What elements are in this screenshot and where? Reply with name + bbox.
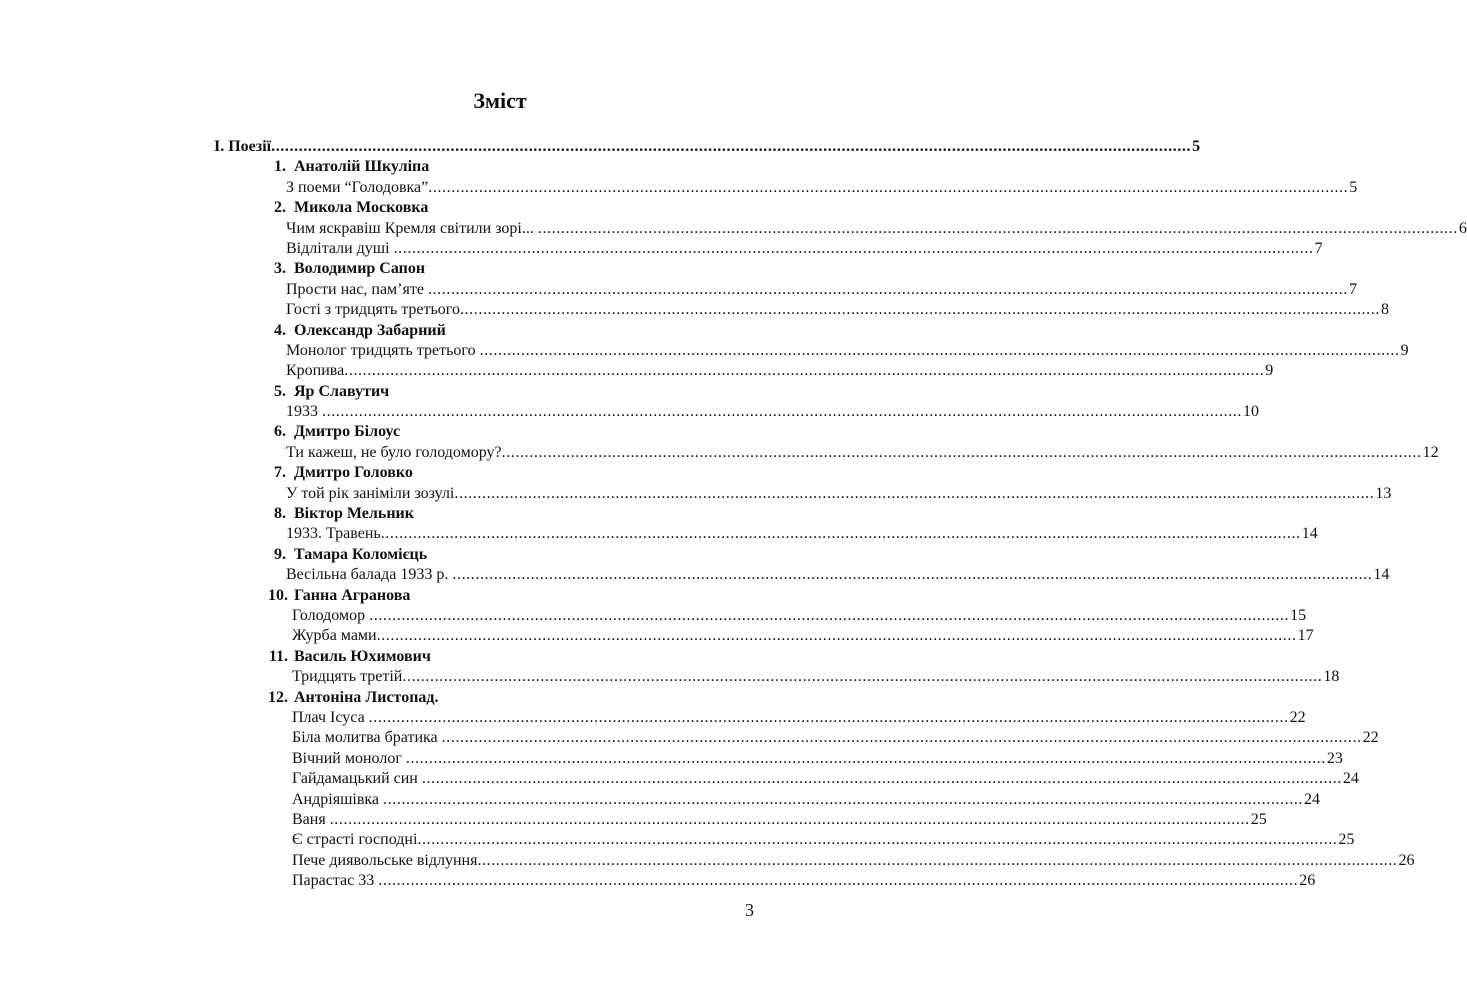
toc-page-number: 18 [1323, 668, 1340, 686]
toc-page-number: 7 [1314, 239, 1323, 257]
toc-author-number: 10. [268, 586, 288, 604]
dot-leader: ........................................................................................................................................................................................................ [344, 362, 1265, 380]
toc-author [214, 382, 727, 402]
toc-entry-title: Гайдамацький син [292, 770, 422, 788]
toc-entry-title: Пече диявольське відлуння [292, 851, 478, 869]
toc-entry-title: Микола Московка [294, 199, 429, 217]
dot-leader: ........................................................................................................................................................................................................ [329, 810, 1250, 828]
toc-entry-title: Антоніна Листопад. [294, 688, 439, 706]
toc-entry-title: Дмитро Білоус [294, 423, 401, 441]
toc-page-number: 12 [1422, 443, 1439, 461]
dot-leader: ........................................................................................................................................................................................................ [368, 708, 1289, 726]
toc-author-number: 2. [274, 199, 286, 217]
toc-entry [214, 219, 1467, 239]
toc-entry-title: Ганна Агранова [294, 586, 411, 604]
toc-entry-title: Ваня [292, 810, 330, 828]
page-number: 3 [745, 900, 754, 920]
toc-entry [214, 810, 1267, 830]
toc-entry-title: Кропива [286, 362, 345, 380]
dot-leader: ........................................................................................................................................................................................................ [380, 525, 1301, 543]
toc-author [214, 463, 727, 483]
dot-leader: ........................................................................................................................................................................................................ [428, 178, 1349, 196]
toc-author [214, 647, 727, 667]
toc-entry [214, 606, 1307, 626]
toc-page-number: 5 [1192, 138, 1201, 155]
toc-author-number: 9. [274, 545, 286, 563]
toc-author-number: 3. [274, 260, 286, 278]
toc-author [214, 586, 727, 606]
dot-leader: ........................................................................................................................................................................................................ [271, 138, 1192, 155]
toc-page-number: 23 [1326, 749, 1343, 767]
toc-author-number: 6. [274, 423, 286, 441]
dot-leader: ........................................................................................................................................................................................................ [383, 790, 1304, 808]
toc-entry-title: Чим яскравіш Кремля світили зорі... [286, 219, 538, 237]
toc-entry [214, 728, 1379, 748]
toc-page-number: 15 [1290, 606, 1307, 624]
toc-entry [214, 708, 1306, 728]
toc-entry-title: Біла молитва братика [292, 729, 442, 747]
toc-entry [214, 667, 1340, 687]
toc-entry-title: Тамара Коломієць [294, 545, 428, 563]
toc-author-number: 5. [274, 382, 286, 400]
dot-leader: ........................................................................................................................................................................................................ [537, 219, 1458, 237]
toc-author [214, 157, 727, 177]
toc-page-number: 9 [1265, 362, 1274, 380]
dot-leader: ........................................................................................................................................................................................................ [459, 301, 1380, 319]
toc-entry-title: Олександр Забарний [294, 321, 446, 339]
toc-page-number: 24 [1342, 770, 1359, 788]
dot-leader: ........................................................................................................................................................................................................ [441, 729, 1362, 747]
toc-page-number: 22 [1362, 729, 1379, 747]
toc-page-number: 9 [1400, 341, 1409, 359]
dot-leader: ........................................................................................................................................................................................................ [477, 851, 1398, 869]
page-title: Зміст [473, 88, 527, 113]
toc-entry-title: Віктор Мельник [294, 505, 414, 523]
dot-leader: ........................................................................................................................................................................................................ [427, 280, 1348, 298]
toc-page-number: 8 [1380, 301, 1389, 319]
toc-entry-title: Монолог тридцять третього [286, 341, 480, 359]
dot-leader: ........................................................................................................................................................................................................ [376, 627, 1297, 645]
toc-page-number: 25 [1338, 831, 1355, 849]
toc-entry-title: Дмитро Головко [294, 464, 413, 482]
toc-entry [214, 769, 1359, 789]
toc-entry-title: Відлітали душі [286, 239, 394, 257]
toc-author [214, 198, 727, 218]
toc-entry [214, 871, 1316, 891]
toc-entry [214, 239, 1323, 259]
toc-entry [214, 300, 1389, 320]
toc-entry [214, 443, 1439, 463]
toc-entry-title: З поеми “Голодовка” [286, 178, 429, 196]
toc-author-number: 4. [274, 321, 286, 339]
dot-leader: ........................................................................................................................................................................................................ [322, 403, 1242, 421]
toc-author-number: 8. [274, 505, 286, 523]
toc-author-number: 12. [268, 688, 288, 706]
toc-author-number: 7. [274, 464, 286, 482]
dot-leader: ........................................................................................................................................................................................................ [405, 749, 1326, 767]
dot-leader: ........................................................................................................................................................................................................ [454, 484, 1375, 502]
dot-leader: ........................................................................................................................................................................................................ [452, 566, 1373, 584]
toc-page-number: 17 [1297, 627, 1314, 645]
dot-leader: ........................................................................................................................................................................................................ [393, 239, 1314, 257]
toc-page-number: 26 [1299, 872, 1316, 890]
toc-entry [214, 402, 1259, 422]
toc-entry [214, 830, 1355, 850]
toc-page-number: 25 [1250, 810, 1267, 828]
toc-entry [214, 361, 1274, 381]
toc-author-number: 11. [268, 647, 288, 665]
toc-page-number: 5 [1349, 178, 1358, 196]
toc-entry-title: Яр Славутич [294, 382, 390, 400]
toc-entry-title: Вічний монолог [292, 749, 406, 767]
toc-entry-title: Василь Юхимович [294, 647, 431, 665]
toc-entry-title: Анатолій Шкуліпа [294, 158, 430, 176]
toc-entry-title: 1933 [286, 403, 322, 421]
toc-entry [214, 524, 1318, 544]
toc-author [214, 545, 727, 565]
toc-author-number: 1. [274, 158, 286, 176]
toc-entry-title: Андріяшівка [292, 790, 384, 808]
toc-author [214, 504, 727, 524]
toc-entry [214, 178, 1358, 198]
toc-entry-title: Прости нас, пам’яте [286, 280, 428, 298]
toc-entry-title: Плач Ісуса [292, 708, 369, 726]
toc-page-number: 10 [1243, 403, 1259, 421]
toc-entry-title: Гості з тридцять третього [286, 301, 460, 319]
toc-entry [214, 749, 1343, 769]
toc-page-number: 6 [1458, 219, 1467, 237]
toc-page-number: 13 [1375, 484, 1392, 502]
toc-entry-title: Парастас 33 [292, 872, 379, 890]
toc-entry-title: I. Поезії [214, 138, 272, 155]
toc-entry-title: Голодомор [292, 606, 370, 624]
toc-page-number: 24 [1304, 790, 1321, 808]
toc-entry-title: Весільна балада 1933 р. [286, 566, 453, 584]
dot-leader: ........................................................................................................................................................................................................ [421, 770, 1342, 788]
toc-entry-title: Є страсті господні [292, 831, 418, 849]
dot-leader: ........................................................................................................................................................................................................ [369, 606, 1290, 624]
dot-leader: ........................................................................................................................................................................................................ [378, 872, 1299, 890]
toc-page-number: 22 [1289, 708, 1306, 726]
dot-leader: ........................................................................................................................................................................................................ [479, 341, 1400, 359]
toc-page-number: 14 [1373, 566, 1390, 584]
table-of-contents [214, 137, 1467, 891]
toc-author [214, 688, 727, 708]
toc-entry [214, 565, 1390, 585]
toc-page-number: 14 [1301, 525, 1318, 543]
toc-section [214, 137, 1201, 157]
toc-entry [214, 341, 1409, 361]
toc-entry-title: Тридцять третій [292, 668, 403, 686]
dot-leader: ........................................................................................................................................................................................................ [417, 831, 1338, 849]
toc-entry [214, 851, 1415, 871]
toc-entry-title: 1933. Травень [286, 525, 381, 543]
toc-entry [214, 484, 1392, 504]
toc-entry-title: Ти кажеш, не було голодомору? [286, 443, 502, 461]
toc-entry-title: У той рік заніміли зозулі [286, 484, 455, 502]
toc-entry [214, 790, 1321, 810]
toc-author [214, 422, 727, 442]
toc-entry [214, 626, 1314, 646]
toc-page-number: 26 [1398, 851, 1415, 869]
toc-entry-title: Журба мами [292, 627, 377, 645]
toc-entry-title: Володимир Сапон [294, 260, 426, 278]
toc-author [214, 259, 727, 279]
toc-entry [214, 280, 1357, 300]
dot-leader: ........................................................................................................................................................................................................ [402, 668, 1323, 686]
dot-leader: ........................................................................................................................................................................................................ [501, 443, 1422, 461]
toc-page-number: 7 [1348, 280, 1357, 298]
toc-author [214, 321, 727, 341]
